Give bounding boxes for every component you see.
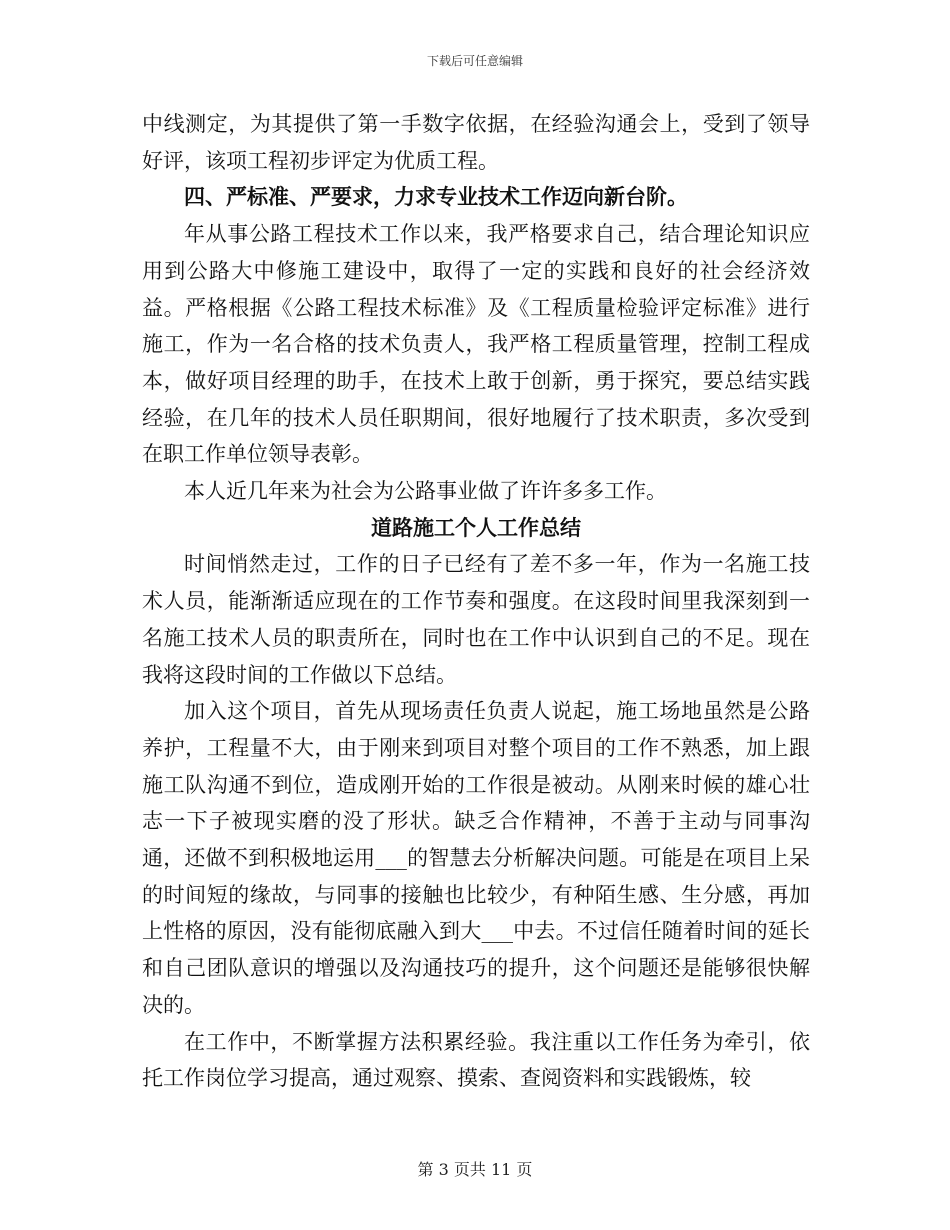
page-header: 下载后可任意编辑: [426, 54, 523, 68]
paragraph: 时间悄然走过，工作的日子已经有了差不多一年，作为一名施工技术人员，能渐渐适应现在的工作节奏和强度。在这段时间里我深刻到一名施工技术人员的职责所在，同时也在工作中认识到自己的不足。现在我将这段时间的工作做以下总结。: [142, 552, 810, 687]
document-body: [142, 106, 810, 1097]
paragraph: 在工作中，不断掌握方法积累经验。我注重以工作任务为牵引，依托工作岗位学习提高，通过观察、摸索、查阅资料和实践锻炼，较: [142, 1029, 810, 1091]
page-footer: 第 3 页共 11 页: [417, 1160, 533, 1179]
paragraph-continuation: 中线测定，为其提供了第一手数字依据，在经验沟通会上，受到了领导好评，该项工程初步评定为优质工程。: [142, 112, 810, 173]
paragraph: 年从事公路工程技术工作以来，我严格要求自己，结合理论知识应用到公路大中修施工建设中，取得了一定的实践和良好的社会经济效益。严格根据《公路工程技术标准》及《工程质量检验评定标准》进行施工，作为一名合格的技术负责人，我严格工程质量管理，控制工程成本，做好项目经理的助手，在技术上敢于创新，勇于探究，要总结实践经验，在几年的技术人员任职期间，很好地履行了技术职责，多次受到在职工作单位领导表彰。: [142, 222, 810, 467]
section-heading: 四、严标准、严要求，力求专业技术工作迈向新台阶。: [184, 184, 688, 210]
paragraph: 本人近几年来为社会为公路事业做了许许多多工作。: [184, 479, 667, 504]
paragraph: 加入这个项目，首先从现场责任负责人说起，施工场地虽然是公路养护，工程量不大，由于刚来到项目对整个项目的工作不熟悉，加上跟施工队沟通不到位，造成刚开始的工作很是被动。从刚来时候的雄心壮志一下子被现实磨的没了形状。缺乏合作精神，不善于主动与同事沟通，还做不到积极地运用___的智慧去分析解决问题。可能是在项目上呆的时间短的缘故，与同事的接触也比较少，有种陌生感、生分感，再加上性格的原因，没有能彻底融入到大___中去。不过信任随着时间的延长和自己团队意识的增强以及沟通技巧的提升，这个问题还是能够很快解决的。: [142, 699, 810, 1017]
document-title: 道路施工个人工作总结: [371, 514, 581, 540]
